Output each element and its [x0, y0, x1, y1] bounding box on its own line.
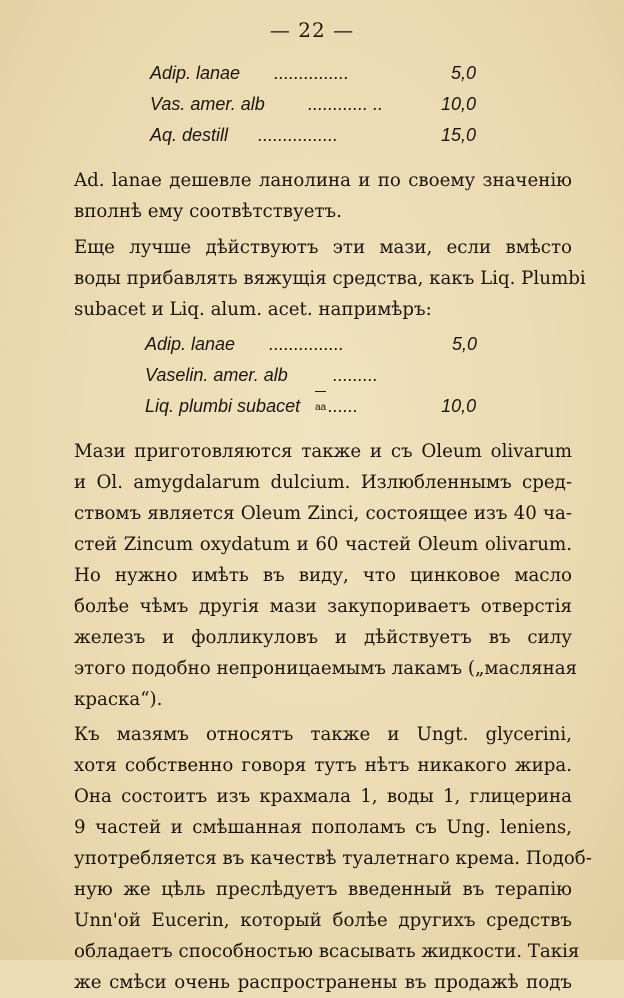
leader-dots: ......... [333, 365, 379, 385]
paragraph-2 [74, 232, 586, 325]
paragraph-4 [74, 719, 592, 998]
ingredient-qty: 15,0 [440, 125, 476, 145]
ingredient-qty: 5,0 [451, 334, 477, 354]
text-line: subacet и Liq. alum. acet. напримѣръ: [74, 299, 432, 320]
page-body [74, 58, 592, 998]
ingredient-qty: 10,0 [440, 94, 476, 114]
text-line: ствомъ является Oleum Zinci, состоящее изъ 40 ча- [74, 503, 572, 524]
text-line: Еще лучше дѣйствуютъ эти мази, если вмѣсто [74, 237, 572, 258]
text-line: воды прибавлять вяжущія средства, какъ Liq. Plumbi [74, 268, 586, 289]
text-line: же смѣси очень распространены въ продажѣ подъ [74, 972, 572, 993]
text-line: 9 частей и смѣшанная пополамъ съ Ung. leniens, [74, 817, 572, 838]
text-line: Къ мазямъ относятъ также и Ungt. glycerini, [74, 724, 572, 745]
ingredient-name: Adip. lanae [145, 334, 236, 354]
text-line: употребляется въ качествѣ туалетнаго крема. Подоб- [74, 848, 592, 869]
page-number: — 22 — [269, 18, 355, 42]
text-line: вполнѣ ему соотвѣтствуетъ. [74, 201, 342, 222]
recipe-line [150, 120, 572, 151]
paragraph-3 [74, 436, 578, 715]
leader-dots: ................ [258, 125, 339, 145]
ingredient-name: Vaselin. amer. alb [145, 365, 288, 385]
text-line: Мази приготовляются также и съ Oleum olivarum [74, 441, 572, 462]
ingredient-name: Liq. plumbi subacet [145, 396, 301, 416]
text-line: Unn'ой Eucerin, который болѣе другихъ средствъ [74, 910, 572, 931]
text-line: железъ и фолликуловъ и дѣйствуетъ въ силу [74, 627, 572, 648]
recipe-line [145, 360, 572, 391]
text-line: ную же цѣль преслѣдуетъ введенный въ терапію [74, 879, 572, 900]
leader-dots: ............... [274, 63, 350, 83]
text-line: Но нужно имѣть въ виду, что цинковое масло [74, 565, 572, 586]
ingredient-name: Aq. destill [150, 125, 229, 145]
recipe-line [145, 391, 572, 422]
text-line: краска“). [74, 689, 163, 710]
leader-dots: ............ .. [308, 94, 384, 114]
text-line: Она состоитъ изъ крахмала 1, воды 1, глицерина [74, 786, 572, 807]
recipe-line [150, 58, 572, 89]
recipe-2 [145, 329, 572, 422]
paragraph-1 [74, 165, 572, 227]
ingredient-qty: 5,0 [450, 63, 476, 83]
text-line: хотя собственно говоря тутъ нѣтъ никакого жира. [74, 755, 572, 776]
leader-dots: ............... [269, 334, 345, 354]
ingredient-name: Adip. lanae [150, 63, 241, 83]
leader-dots: ...... [328, 396, 359, 416]
ingredient-name: Vas. amer. alb [150, 94, 265, 114]
text-line: Ad. lanae дешевле ланолина и по своему значенію [74, 170, 572, 191]
text-line: и Ol. amygdalarum dulcium. Излюбленнымъ сред- [74, 472, 572, 493]
text-line: стей Zincum oxydatum и 60 частей Oleum olivarum. [74, 534, 572, 555]
recipe-line [150, 89, 572, 120]
text-line: обладаетъ способностью всасывать жидкости. Такія [74, 941, 580, 962]
ingredient-qty: 10,0 [441, 396, 477, 416]
recipe-1 [150, 58, 572, 151]
text-line: этого подобно непроницаемымъ лакамъ („масляная [74, 658, 578, 679]
recipe-line [145, 329, 572, 360]
aa-abbreviation: aa [315, 391, 326, 422]
text-line: болѣе чѣмъ другія мази закупориваетъ отверстія [74, 596, 572, 617]
